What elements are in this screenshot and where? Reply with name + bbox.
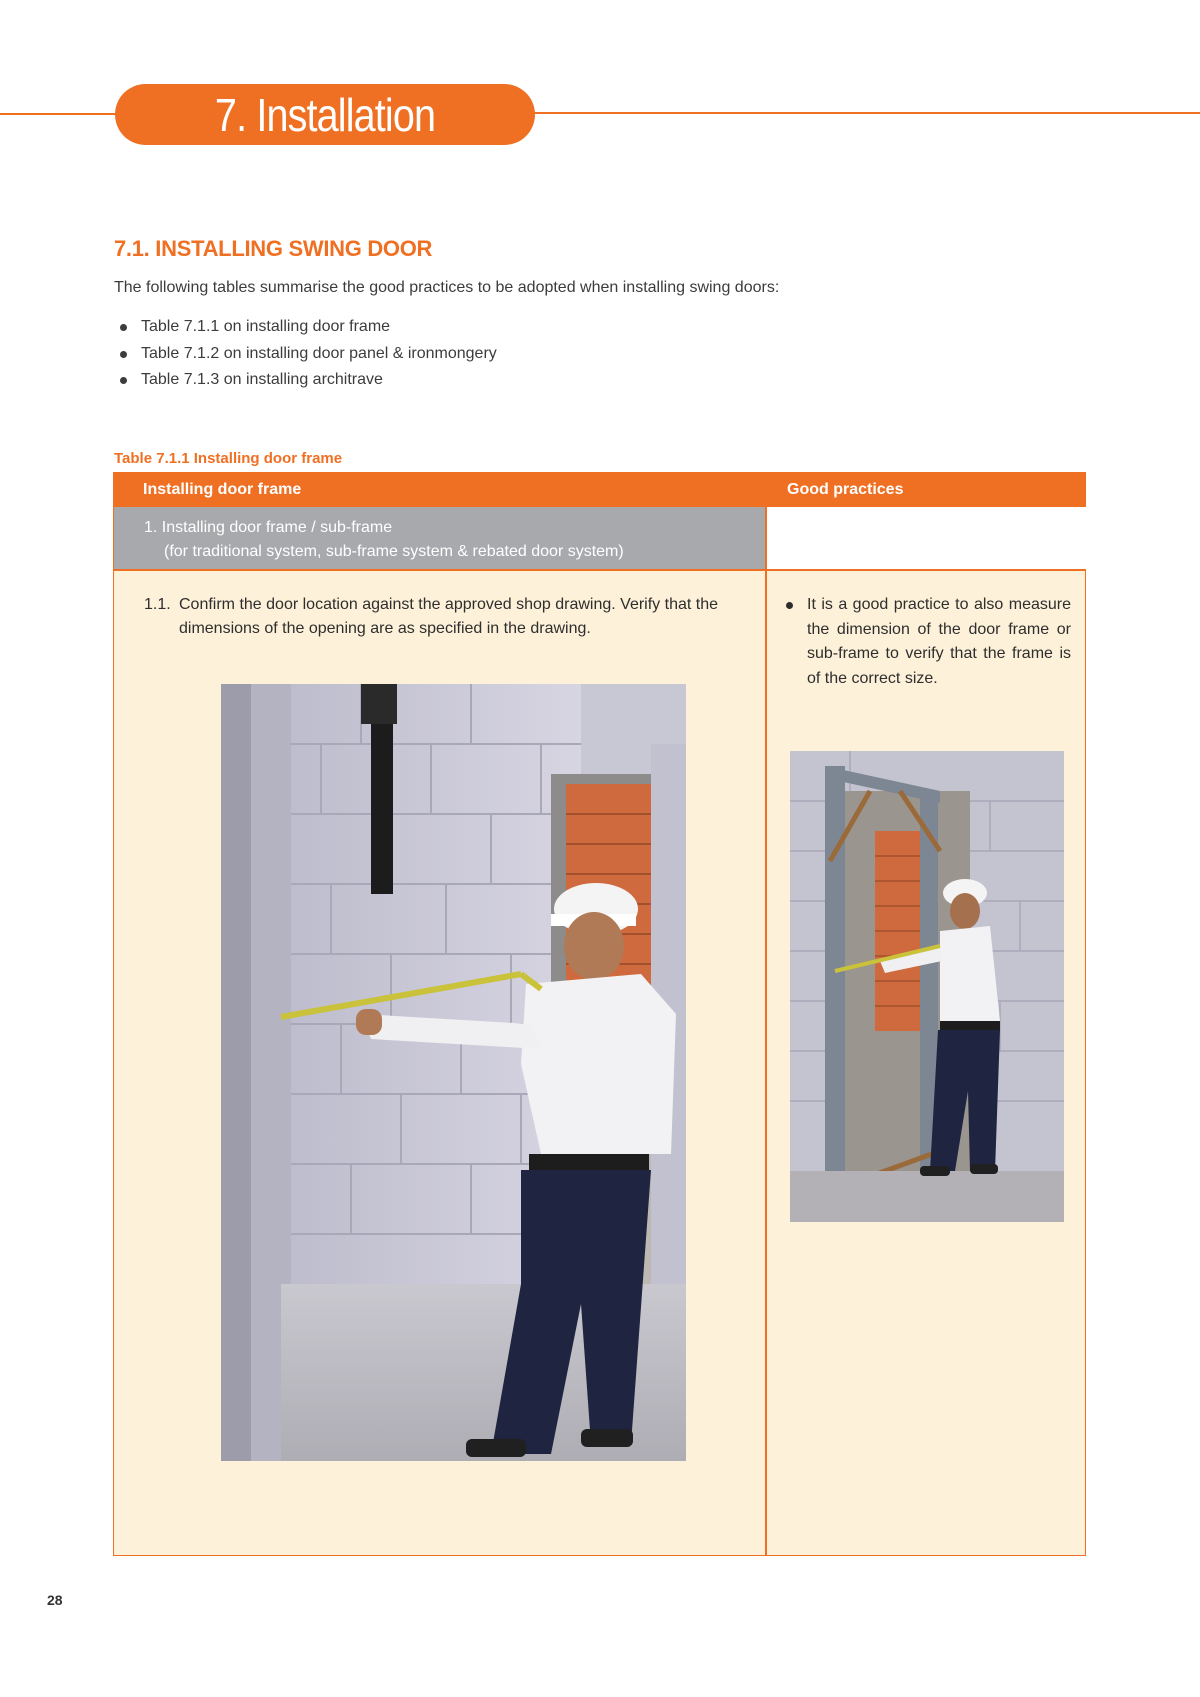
list-item: Table 7.1.1 on installing door frame (114, 314, 497, 341)
step-text: Confirm the door location against the approved shop drawing. Verify that the dimensions of the opening are as specified in the drawing. (179, 596, 718, 637)
intro-paragraph: The following tables summarise the good practices to be adopted when installing swing doors: (114, 279, 780, 296)
chapter-title: 7. Installation (214, 88, 436, 141)
installation-table (113, 472, 1086, 1556)
good-practice-item (786, 593, 1071, 691)
table-caption: Table 7.1.1 Installing door frame (114, 450, 343, 467)
photo-measuring-frame (790, 751, 1064, 1222)
page-number: 28 (47, 1592, 63, 1608)
column-divider (765, 473, 767, 1555)
photo-measuring-opening (221, 684, 686, 1461)
step-group-header-right (766, 507, 1086, 569)
chapter-banner (115, 84, 535, 145)
row-divider (114, 569, 1085, 571)
list-item: Table 7.1.2 on installing door panel & ironmongery (114, 341, 497, 368)
section-title: 7.1. INSTALLING SWING DOOR (114, 236, 433, 261)
step-description (144, 593, 734, 641)
table-list (114, 314, 497, 394)
step-group-title: 1. Installing door frame / sub-frame (144, 519, 393, 536)
step-group-subtitle: (for traditional system, sub-frame system & rebated door system) (164, 543, 624, 560)
banner-line-right (530, 112, 1200, 114)
column-header-task: Installing door frame (143, 481, 302, 498)
step-group-header (114, 507, 765, 569)
banner-line-left (0, 113, 122, 115)
table-header (114, 473, 1085, 507)
list-item: Table 7.1.3 on installing architrave (114, 367, 497, 394)
column-header-good-practices: Good practices (787, 481, 904, 498)
good-practice-text: It is a good practice to also measure the dimension of the door frame or sub-frame to verify that the frame is of the correct size. (807, 596, 1071, 687)
step-number: 1.1. (144, 596, 171, 613)
bullet-icon (786, 602, 793, 609)
